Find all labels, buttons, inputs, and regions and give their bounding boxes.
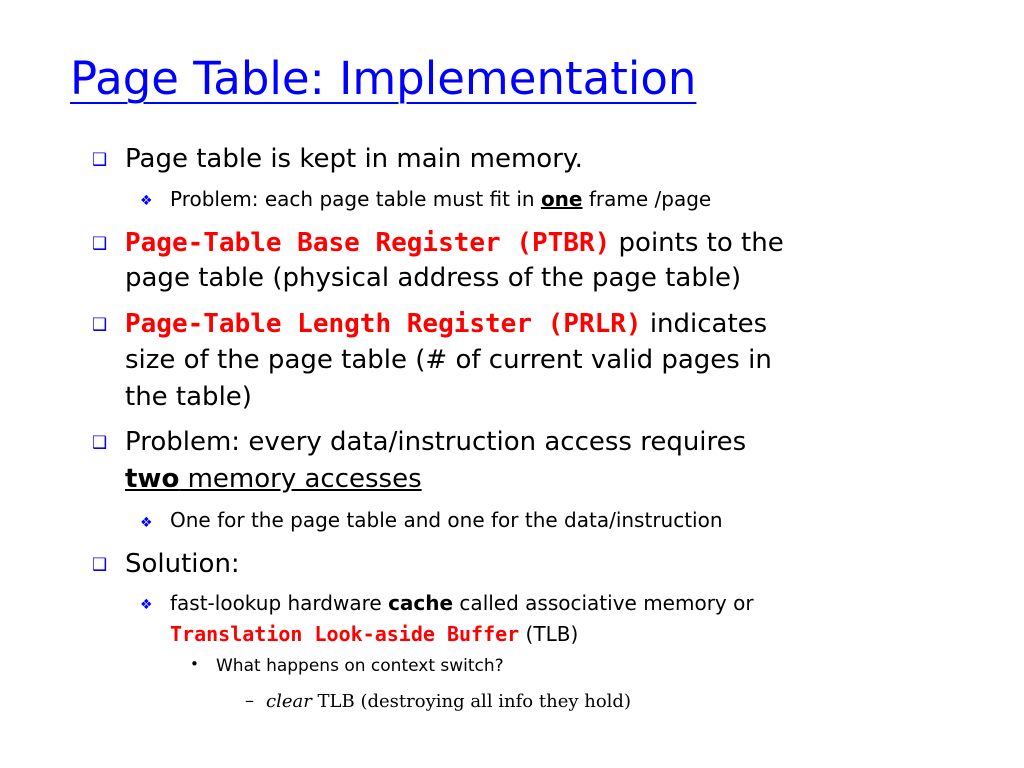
- emphasis-cache: cache: [388, 591, 454, 615]
- dash-bullet-icon: –: [245, 690, 254, 711]
- ptbr-term: Page-Table Base Register (PTBR): [125, 228, 611, 258]
- diamond-bullet-icon: ❖: [140, 597, 153, 613]
- emphasis-one: one: [540, 187, 583, 211]
- bullet-ptbr-continued: page table (physical address of the page table): [125, 263, 742, 293]
- bullet-prlr-continued: size of the page table (# of current valid pages in: [125, 345, 772, 375]
- subbullet-tlb: Translation Look-aside Buffer (TLB): [170, 622, 579, 646]
- diamond-bullet-icon: ❖: [140, 515, 153, 531]
- bullet-main-memory: Page table is kept in main memory.: [125, 144, 583, 174]
- subbullet-page-table-and-data: One for the page table and one for the data/instruction: [170, 508, 723, 532]
- bullet-prlr-continued-2: the table): [125, 382, 252, 412]
- dot-bullet-icon: •: [190, 655, 199, 673]
- square-bullet-icon: ❑: [92, 234, 108, 254]
- slide-title: Page Table: Implementation: [70, 52, 697, 105]
- emphasis-two: two: [125, 464, 180, 494]
- bullet-prlr: Page-Table Length Register (PRLR) indicates: [125, 309, 768, 339]
- emphasis-clear: clear: [266, 691, 312, 712]
- bullet-solution: Solution:: [125, 549, 240, 579]
- prlr-term: Page-Table Length Register (PRLR): [125, 309, 642, 339]
- subbullet-fit-one-frame: Problem: each page table must fit in one frame /page: [170, 187, 712, 211]
- bullet-two-accesses: Problem: every data/instruction access requires: [125, 427, 747, 457]
- diamond-bullet-icon: ❖: [140, 193, 153, 209]
- subbullet-cache: fast-lookup hardware cache called associative memory or: [170, 591, 754, 615]
- square-bullet-icon: ❑: [92, 150, 108, 170]
- tlb-term: Translation Look-aside Buffer: [170, 622, 520, 646]
- bullet-ptbr: Page-Table Base Register (PTBR) points to the: [125, 228, 784, 258]
- dash-item-clear-tlb: clear TLB (destroying all info they hold): [266, 691, 631, 712]
- square-bullet-icon: ❑: [92, 315, 108, 335]
- square-bullet-icon: ❑: [92, 433, 108, 453]
- subsubbullet-context-switch: What happens on context switch?: [216, 656, 504, 676]
- bullet-two-accesses-continued: two memory accesses: [125, 464, 422, 494]
- square-bullet-icon: ❑: [92, 555, 108, 575]
